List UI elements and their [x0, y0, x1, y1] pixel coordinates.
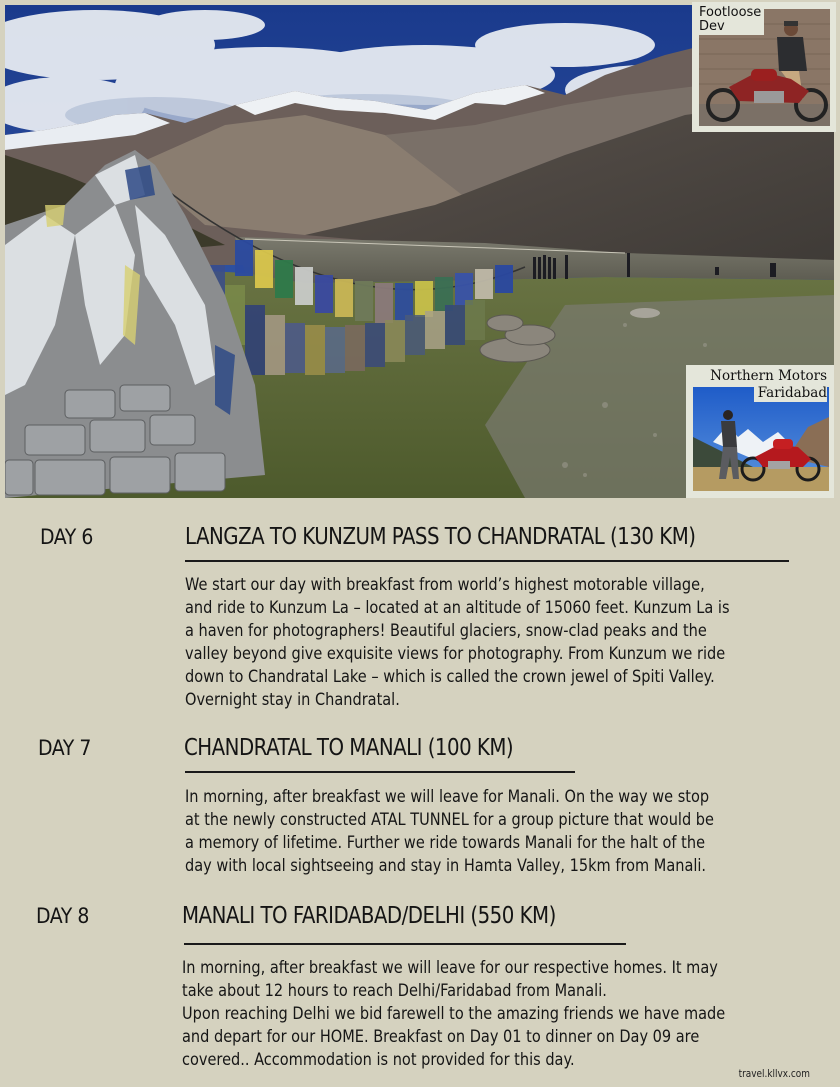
watermark: travel.kllvx.com: [738, 1068, 810, 1080]
day-title: LANGZA TO KUNZUM PASS TO CHANDRATAL (130 KM): [185, 524, 696, 550]
footloose-dev-inset: [692, 2, 836, 132]
label-line-1: Northern Motors: [706, 368, 827, 385]
label-line-1: Footloose: [699, 5, 762, 20]
description-line: We start our day with breakfast from world’s highest motorable village,: [185, 575, 705, 595]
description-line: a memory of lifetime. Further we ride towards Manali for the halt of the: [185, 833, 706, 853]
description-line: day with local sightseeing and stay in Hamta Valley, 15km from Manali.: [185, 856, 707, 876]
day-title: CHANDRATAL TO MANALI (100 KM): [184, 735, 514, 761]
footloose-dev-label: [697, 6, 764, 35]
day-label: DAY 7: [38, 736, 92, 760]
description-line: a haven for photographers! Beautiful glaciers, snow-clad peaks and the: [185, 621, 707, 641]
day-description: [185, 574, 822, 712]
title-underline: [185, 771, 575, 773]
day-label: DAY 6: [40, 525, 94, 549]
description-line: Upon reaching Delhi we bid farewell to the amazing friends we have made: [182, 1004, 726, 1024]
label-line-2: Faridabad: [754, 385, 827, 402]
day-title: MANALI TO FARIDABAD/DELHI (550 KM): [182, 903, 556, 929]
description-line: covered.. Accommodation is not provided for this day.: [182, 1050, 575, 1070]
description-line: at the newly constructed ATAL TUNNEL for a group picture that would be: [185, 810, 714, 830]
description-line: In morning, after breakfast we will leave for our respective homes. It may: [182, 958, 718, 978]
title-underline: [184, 943, 626, 945]
northern-motors-inset: [686, 365, 834, 498]
description-line: In morning, after breakfast we will leave for Manali. On the way we stop: [185, 787, 710, 807]
description-line: and depart for our HOME. Breakfast on Day 01 to dinner on Day 09 are: [182, 1027, 700, 1047]
day-description: [185, 786, 804, 878]
description-line: valley beyond give exquisite views for photography. From Kunzum we ride: [185, 644, 726, 664]
day-description: [182, 957, 817, 1072]
description-line: take about 12 hours to reach Delhi/Faridabad from Manali.: [182, 981, 607, 1001]
northern-motors-label: [706, 368, 827, 402]
description-line: Overnight stay in Chandratal.: [185, 690, 400, 710]
label-line-2: Dev: [699, 19, 725, 34]
description-line: and ride to Kunzum La – located at an altitude of 15060 feet. Kunzum La is: [185, 598, 730, 618]
motorcycle-mountain-photo: [693, 387, 829, 491]
day-label: DAY 8: [36, 904, 90, 928]
description-line: down to Chandratal Lake – which is called the crown jewel of Spiti Valley.: [185, 667, 715, 687]
man-with-motorcycle-illustration: [693, 387, 829, 491]
title-underline: [185, 560, 789, 562]
